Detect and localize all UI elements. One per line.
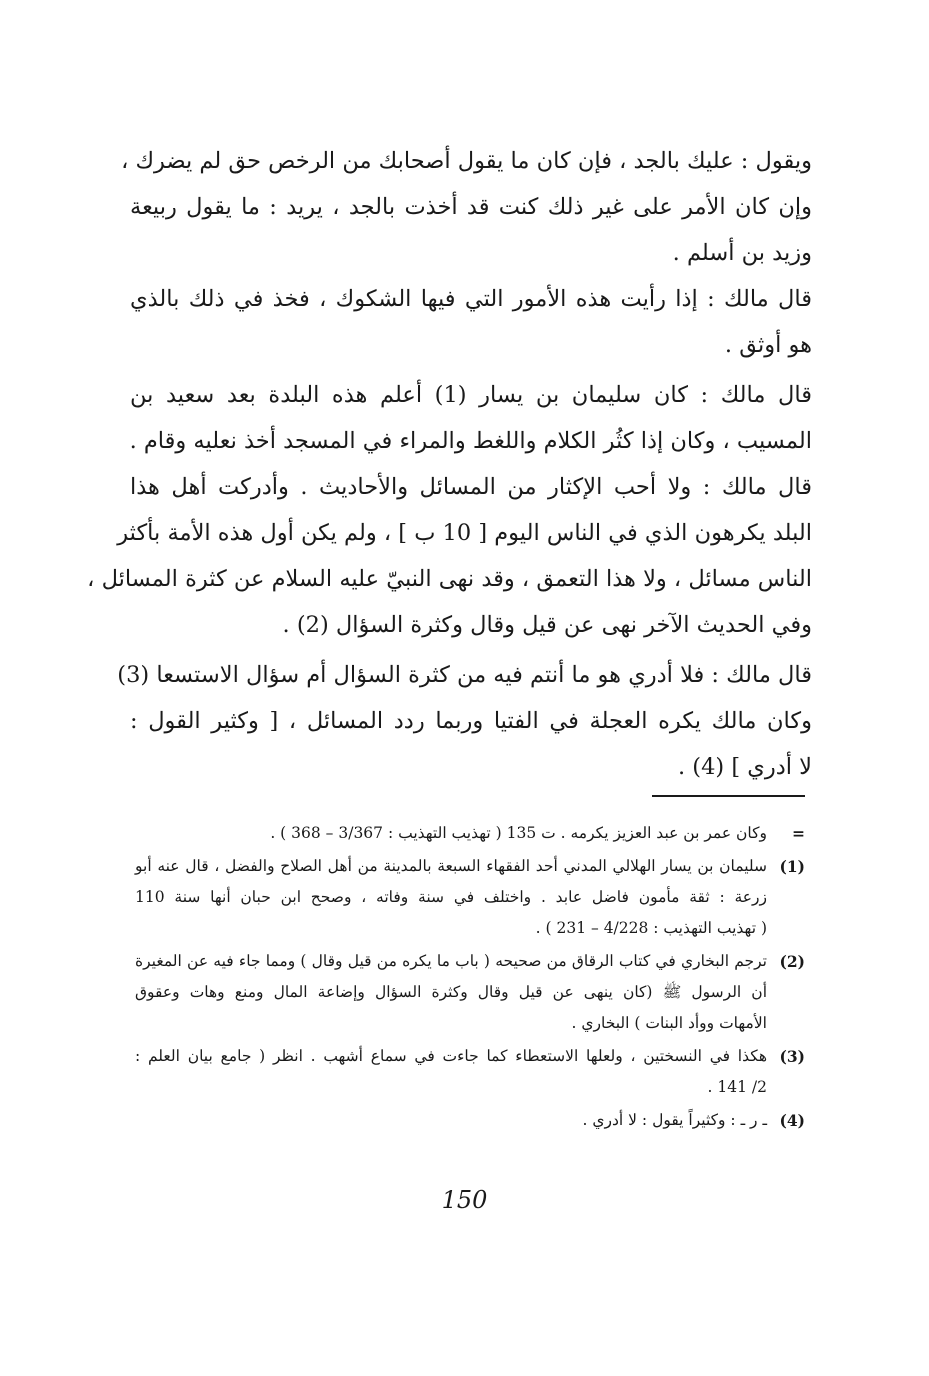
footnote-number: = xyxy=(792,824,805,843)
footnote-number: (2) xyxy=(779,952,805,971)
footnote-line: ـ ر ـ : وكثيراً يقول : لا أدري . xyxy=(582,1111,767,1129)
text-line: وإن كان الأمر على غير ذلك كنت قد أخذت بالجد ، يريد : ما يقول ربيعة xyxy=(130,194,812,220)
footnote-number: (3) xyxy=(779,1047,805,1066)
text-line: قال مالك : إذا رأيت هذه الأمور التي فيها الشكوك ، فخذ في ذلك بالذي xyxy=(130,286,812,312)
footnote-line: 2/ 141 . xyxy=(707,1078,767,1096)
footnote xyxy=(135,1041,805,1103)
footnote-number: (4) xyxy=(779,1111,805,1130)
text-line: قال مالك : ولا أحب الإكثار من المسائل والأحاديث . وأدركت أهل هذا xyxy=(130,474,812,500)
footnote-line: الأمهات ووأد البنات ) البخاري . xyxy=(571,1014,767,1032)
footnotes xyxy=(135,818,805,1136)
text-line: المسيب ، وكان إذا كثُر الكلام واللغط والمراء في المسجد أخذ نعليه وقام . xyxy=(129,428,812,454)
footnote-separator xyxy=(652,795,805,797)
footnote-line: وكان عمر بن عبد العزيز يكرمه . ت 135 ( تهذيب التهذيب : 3/367 – 368 ) . xyxy=(270,824,767,842)
text-line: هو أوثق . xyxy=(724,332,812,358)
footnote-line: سليمان بن يسار الهلالي المدني أحد الفقهاء السبعة بالمدينة من أهل الصلاح والفضل ، قال عنه أبو xyxy=(135,857,767,875)
footnote xyxy=(135,818,805,849)
footnote xyxy=(135,946,805,1039)
text-line: وزيد بن أسلم . xyxy=(672,240,812,266)
footnote-line: هكذا في النسختين ، ولعلها الاستعطاء كما جاءت في سماع أشهب . انظر ( جامع بيان العلم : xyxy=(135,1047,767,1065)
footnote-line: أن الرسول ﷺ (كان ينهى عن قيل وقال وكثرة السؤال وإضاعة المال ومنع وهات وعقوق xyxy=(135,983,767,1001)
main-text xyxy=(87,138,812,790)
footnote xyxy=(135,851,805,944)
footnote-line: ( تهذيب التهذيب : 4/228 – 231 ) . xyxy=(535,919,767,937)
text-line: وفي الحديث الآخر نهى عن قيل وقال وكثرة السؤال (2) . xyxy=(282,612,812,638)
text-line: الناس مسائل ، ولا هذا التعمق ، وقد نهى النبيّ عليه السلام عن كثرة المسائل ، xyxy=(87,566,812,592)
text-line: ويقول : عليك بالجد ، فإن كان ما يقول أصحابك من الرخص حق لم يضرك ، xyxy=(121,148,812,174)
text-line: وكان مالك يكره العجلة في الفتيا وربما ردد المسائل ، [ وكثير القول : xyxy=(130,708,812,734)
footnote-number: (1) xyxy=(779,857,805,876)
text-line: قال مالك : كان سليمان بن يسار (1) أعلم هذه البلدة بعد سعيد بن xyxy=(130,382,812,408)
text-line: قال مالك : فلا أدري هو ما أنتم فيه من كثرة السؤال أم سؤال الاستسعا (3) xyxy=(117,662,812,688)
text-line: لا أدري ] (4) . xyxy=(677,754,812,780)
footnote-line: ترجم البخاري في كتاب الرقاق من صحيحه ( باب ما يكره من قيل وقال ) ومما جاء فيه عن المغيرة xyxy=(135,952,767,970)
footnote xyxy=(135,1105,805,1136)
text-line: البلد يكرهون الذي في الناس اليوم [ 10 ب ] ، ولم يكن أول هذه الأمة بأكثر xyxy=(117,520,812,546)
page-number: 150 xyxy=(441,1186,488,1214)
footnote-line: زرعة : ثقة مأمون فاضل عابد . واختلف في سنة وفاته ، وصحح ابن حبان أنها سنة 110 xyxy=(135,888,767,906)
